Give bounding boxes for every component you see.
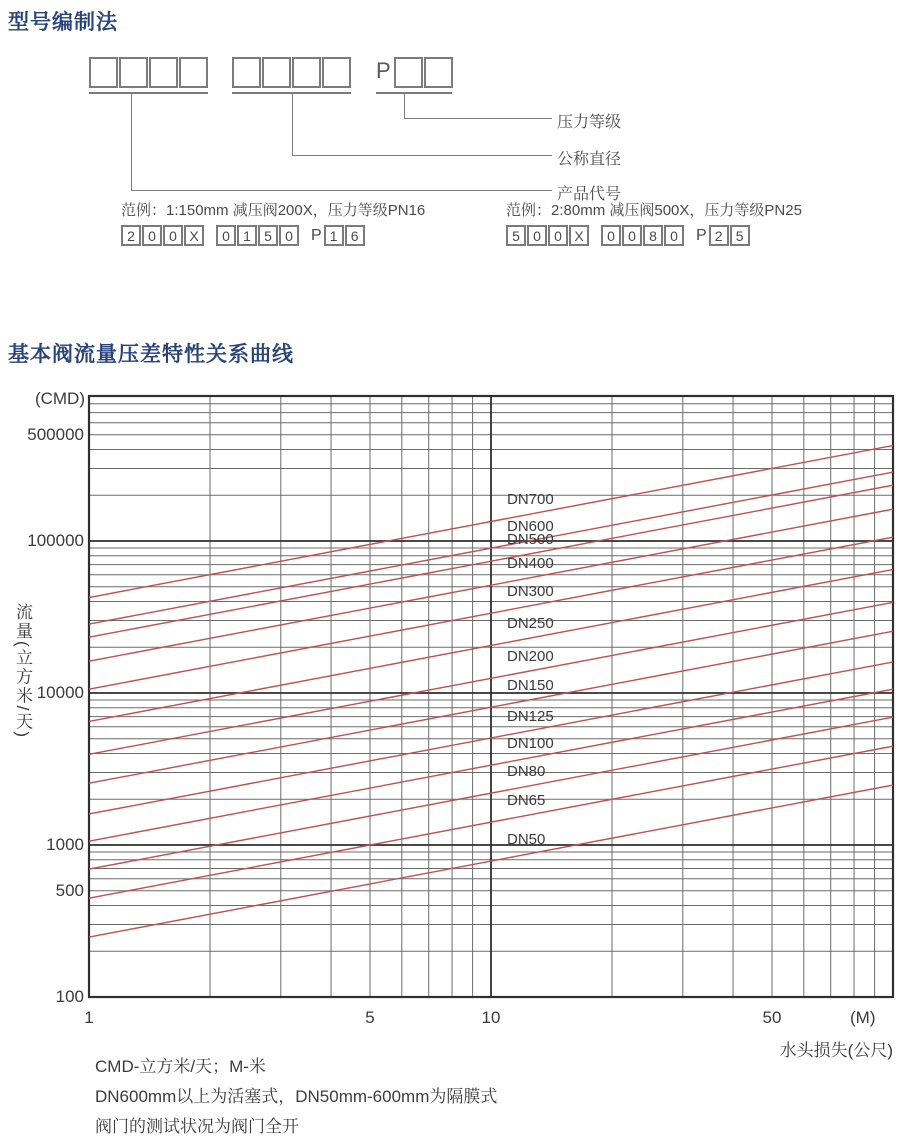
x-unit-label: (M) — [850, 1008, 876, 1027]
series-label-dn500: DN500 — [507, 530, 554, 548]
example-caption: 范例：2:80mm 减压阀500X，压力等级PN25 — [506, 202, 802, 219]
y-tick-label: 100000 — [27, 531, 84, 551]
p-prefix-letter: P — [311, 226, 322, 244]
y-tick-label: 10000 — [36, 683, 84, 703]
x-tick-label: 1 — [84, 1008, 94, 1027]
nominal-diameter-label: 公称直径 — [557, 151, 622, 168]
page-title-model-coding: 型号编制法 — [8, 11, 118, 34]
p-prefix-letter: P — [696, 226, 707, 244]
series-label-dn300: DN300 — [507, 582, 554, 600]
series-label-dn80: DN80 — [507, 762, 546, 780]
code-cell: 5 — [506, 225, 526, 246]
x-axis-title: 水头损失(公尺) — [779, 1041, 893, 1060]
code-cell: 2 — [121, 225, 141, 246]
series-label-dn65: DN65 — [507, 791, 546, 809]
code-cell: 0 — [216, 225, 236, 246]
code-cell: 2 — [709, 225, 729, 246]
x-tick-label: 50 — [762, 1008, 782, 1027]
code-cell: X — [569, 225, 589, 246]
code-cell: 5 — [730, 225, 750, 246]
series-label-dn700: DN700 — [507, 491, 554, 509]
series-label-dn200: DN200 — [507, 648, 554, 666]
x-tick-label: 10 — [481, 1008, 501, 1027]
y-unit-label: (CMD) — [34, 389, 85, 408]
example-caption: 范例：1:150mm 减压阀200X，压力等级PN16 — [121, 202, 426, 219]
code-cell: 0 — [548, 225, 568, 246]
note-line: DN600mm以上为活塞式，DN50mm-600mm为隔膜式 — [95, 1087, 498, 1106]
code-cell: 8 — [643, 225, 663, 246]
series-label-dn50: DN50 — [507, 830, 546, 848]
y-tick-label: 500 — [55, 880, 84, 900]
series-label-dn400: DN400 — [507, 554, 554, 572]
series-label-dn250: DN250 — [507, 615, 554, 633]
y-tick-label: 1000 — [46, 835, 84, 854]
note-line: 阀门的测试状况为阀门全开 — [95, 1117, 299, 1136]
code-cell: 6 — [345, 225, 365, 246]
x-tick-label: 5 — [365, 1008, 375, 1027]
product-code-label: 产品代号 — [557, 186, 622, 203]
code-cell: 0 — [664, 225, 684, 246]
code-cell: 0 — [601, 225, 621, 246]
series-label-dn600: DN600 — [507, 517, 554, 535]
y-tick-label: 100 — [55, 987, 84, 1006]
y-tick-label: 500000 — [27, 424, 84, 444]
note-line: CMD-立方米/天；M-米 — [95, 1057, 266, 1076]
series-label-dn100: DN100 — [507, 734, 554, 752]
code-cell: 0 — [279, 225, 299, 246]
p-prefix-letter: P — [376, 58, 391, 83]
series-label-dn125: DN125 — [507, 707, 554, 725]
code-cell: 5 — [258, 225, 278, 246]
code-cell: X — [184, 225, 204, 246]
y-axis-title: 流量(立方米/天) — [13, 603, 32, 740]
code-cell: 1 — [324, 225, 344, 246]
code-cell: 0 — [142, 225, 162, 246]
pressure-class-label: 压力等级 — [557, 114, 622, 131]
code-cell: 0 — [163, 225, 183, 246]
code-cell: 0 — [527, 225, 547, 246]
page-title-flow-chart: 基本阀流量压差特性关系曲线 — [8, 343, 294, 366]
code-cell: 0 — [622, 225, 642, 246]
code-cell: 1 — [237, 225, 257, 246]
series-label-dn150: DN150 — [507, 677, 554, 695]
